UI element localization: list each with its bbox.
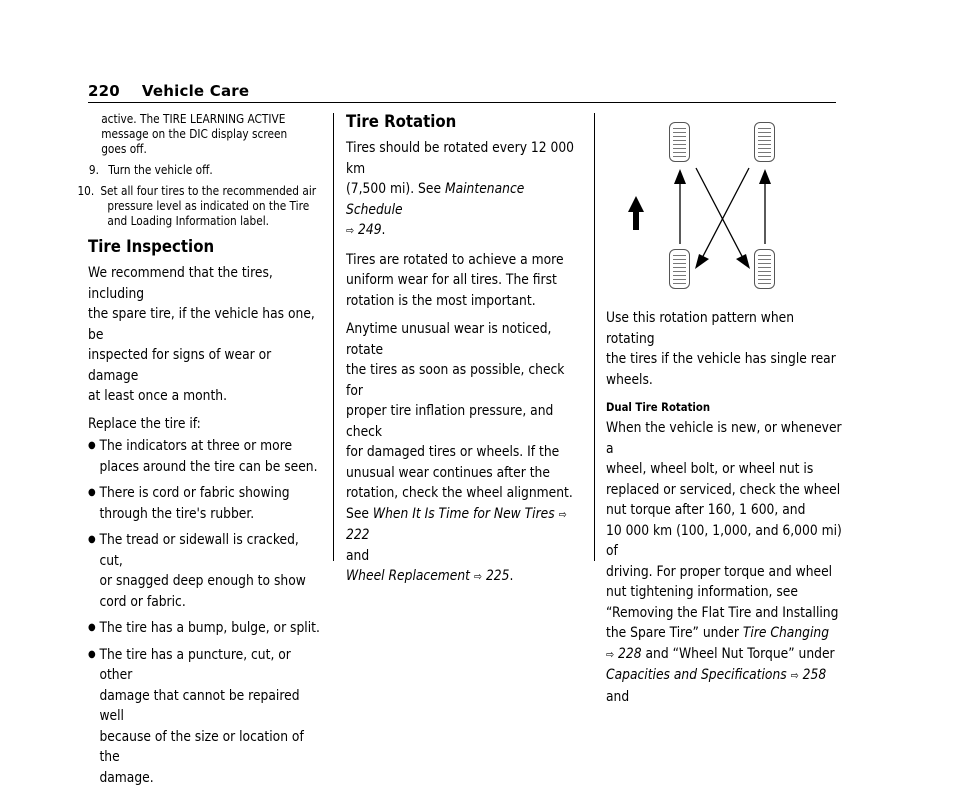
arrowhead-icon	[736, 254, 750, 269]
text-line: pressure level as indicated on the Tire	[107, 199, 310, 213]
text-line: because of the size or location of the	[99, 728, 304, 765]
list-item	[88, 483, 323, 524]
inspection-paragraph	[88, 263, 323, 407]
text-line: damage that cannot be repaired well	[99, 687, 300, 724]
text-line: ⇨ 249.	[346, 222, 386, 238]
text-line: “Removing the Flat Tire and Installing	[606, 604, 839, 621]
page-ref-249[interactable]: 249	[358, 222, 382, 238]
text-run: and	[606, 688, 630, 705]
text-line: or snagged deep enough to show	[99, 573, 306, 589]
text-line: The tread or sidewall is cracked, cut,	[99, 532, 299, 569]
text-line: There is cord or fabric showing	[99, 485, 290, 501]
text-line: Set all four tires to the recommended air	[100, 184, 317, 198]
single-rear-paragraph	[606, 308, 844, 390]
text-line	[606, 644, 844, 666]
link-capacities-specifications[interactable]: Capacities and Specifications	[606, 667, 787, 683]
column-3	[606, 308, 842, 707]
text-line: for damaged tires or wheels. If the	[346, 444, 560, 460]
step-10	[77, 184, 321, 229]
bullet-icon: ●	[88, 534, 96, 545]
text-line: the tires as soon as possible, check for	[346, 362, 565, 399]
bullet-icon: ●	[88, 487, 96, 498]
text-line: Anytime unusual wear is noticed, rotate	[346, 321, 552, 358]
bullet-icon: ●	[88, 440, 96, 451]
text-line: uniform wear for all tires. The first	[346, 272, 557, 288]
text-line	[606, 623, 844, 644]
ref-arrow-icon: ⇨	[558, 507, 567, 521]
ref-arrow-icon: ⇨	[346, 224, 355, 237]
text-line: active. The TIRE LEARNING ACTIVE	[101, 112, 286, 126]
list-item	[88, 645, 323, 789]
text-run: See	[346, 505, 373, 522]
text-line: damage.	[99, 769, 154, 786]
link-wheel-replacement[interactable]: Wheel Replacement	[346, 568, 470, 584]
step-text: Turn the vehicle off.	[108, 163, 213, 177]
arrowhead-icon	[759, 169, 771, 184]
arrow-front-right-to-rear-left	[700, 168, 749, 262]
link-maintenance-schedule[interactable]: Maintenance Schedule	[346, 181, 525, 218]
arrow-front-left-to-rear-right	[696, 168, 745, 262]
ref-arrow-icon: ⇨	[606, 647, 615, 661]
text-line: and Loading Information label.	[107, 214, 269, 228]
text-line: When the vehicle is new, or whenever a	[606, 420, 842, 457]
text-line: We recommend that the tires, including	[88, 265, 273, 302]
tire-rotation-diagram	[612, 118, 837, 296]
text-line: goes off.	[101, 142, 147, 156]
page-ref-228[interactable]: 228	[618, 645, 642, 662]
list-item	[88, 530, 323, 612]
column-divider-2	[594, 113, 595, 561]
page-number: 220	[88, 82, 120, 100]
text-line: places around the tire can be seen.	[99, 458, 318, 475]
dual-tire-paragraph	[606, 418, 844, 707]
page-ref-225[interactable]: 225	[485, 568, 510, 584]
list-item	[88, 436, 323, 477]
text-line: 10 000 km (100, 1,000, and 6,000 mi) of	[606, 522, 842, 559]
step-number: 10.	[77, 184, 95, 198]
column-2	[346, 112, 584, 588]
rotation-paragraph-3	[346, 319, 584, 588]
section-title: Vehicle Care	[141, 82, 250, 100]
text-line: at least once a month.	[88, 388, 227, 404]
text-line: through the tire's rubber.	[99, 505, 255, 522]
text-line: The tire has a puncture, cut, or other	[99, 646, 291, 683]
vehicle-front-arrow-icon	[628, 196, 644, 230]
replace-intro: Replace the tire if:	[88, 415, 201, 432]
text-line: inspected for signs of wear or damage	[88, 347, 272, 384]
text-line: and	[346, 547, 370, 564]
text-line: Tires are rotated to achieve a more	[346, 251, 564, 268]
list-item	[88, 618, 323, 639]
arrowhead-icon	[695, 254, 709, 269]
rotation-paragraph-1	[346, 138, 584, 242]
text-run: (7,500 mi). See	[346, 181, 445, 197]
text-run: the Spare Tire” under	[606, 625, 743, 641]
text-line: the spare tire, if the vehicle has one, be	[88, 306, 315, 343]
step-9	[88, 163, 321, 178]
replace-list	[88, 436, 323, 788]
text-line: rotation, check the wheel alignment.	[346, 485, 573, 501]
heading-dual-tire-rotation: Dual Tire Rotation	[606, 400, 711, 414]
text-line: nut tightening information, see	[606, 584, 798, 600]
text-line: proper tire inflation pressure, and check	[346, 403, 554, 440]
text-run: and “Wheel Nut Torque” under	[641, 645, 835, 662]
page-ref-258[interactable]: 258	[802, 667, 827, 683]
text-line: wheel, wheel bolt, or wheel nut is	[606, 461, 814, 477]
text-line: unusual wear continues after the	[346, 464, 550, 481]
link-new-tires[interactable]: When It Is Time for New Tires	[372, 505, 555, 522]
text-line	[346, 179, 584, 220]
text-line: driving. For proper torque and wheel	[606, 563, 833, 580]
text-line: wheels.	[606, 371, 653, 388]
text-line: replaced or serviced, check the wheel	[606, 481, 841, 498]
text-line: cord or fabric.	[99, 593, 186, 610]
rotation-arrows	[612, 118, 837, 296]
text-line: nut torque after 160, 1 600, and	[606, 502, 806, 518]
bullet-icon: ●	[88, 622, 96, 633]
page-ref-222[interactable]: 222	[346, 527, 370, 543]
ref-arrow-icon: ⇨	[790, 669, 799, 682]
text-line: Wheel Replacement ⇨ 225.	[346, 568, 514, 584]
ref-arrow-icon: ⇨	[473, 570, 483, 583]
column-1	[77, 112, 323, 794]
text-line: Use this rotation pattern when rotating	[606, 310, 795, 347]
step-8-continuation	[88, 112, 321, 157]
bullet-icon: ●	[88, 648, 96, 660]
header-rule	[88, 102, 836, 103]
running-header	[88, 82, 249, 100]
text-line: Tires should be rotated every 12 000 km	[346, 140, 575, 177]
text-line: The tire has a bump, bulge, or split.	[99, 620, 320, 636]
rotation-paragraph-2	[346, 250, 584, 312]
text-line	[346, 504, 584, 546]
arrowhead-icon	[674, 169, 686, 184]
heading-tire-inspection: Tire Inspection	[88, 237, 215, 257]
link-tire-changing[interactable]: Tire Changing	[742, 625, 830, 641]
text-line: The indicators at three or more	[99, 438, 293, 454]
text-line	[606, 665, 844, 707]
text-line: rotation is the most important.	[346, 292, 536, 309]
text-line: the tires if the vehicle has single rear	[606, 351, 836, 367]
text-line: message on the DIC display screen	[101, 127, 288, 141]
column-divider-1	[333, 113, 334, 561]
heading-tire-rotation: Tire Rotation	[346, 112, 457, 132]
step-number: 9.	[88, 163, 99, 177]
